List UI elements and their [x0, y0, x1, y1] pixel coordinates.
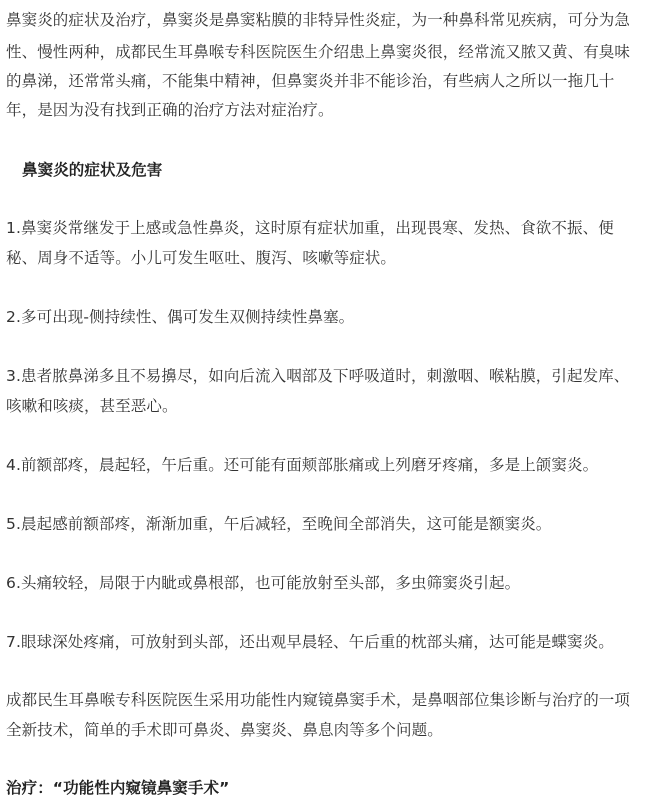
- symptom-line: 1.鼻窦炎常继发于上感或急性鼻炎，这时原有症状加重，出现畏寒、发热、食欲不振、便: [6, 219, 614, 237]
- closing-line: 全新技术，简单的手术即可鼻炎、鼻窦炎、鼻息肉等多个问题。: [6, 721, 443, 739]
- treatment-heading: 治疗：“功能性内窥镜鼻窦手术”: [6, 779, 230, 797]
- symptom-line: 5.晨起感前额部疼，渐渐加重，午后减轻，至晚间全部消失，这可能是额窦炎。: [6, 515, 552, 533]
- symptom-line: 4.前额部疼，晨起轻，午后重。还可能有面颊部胀痛或上列磨牙疼痛，多是上颌窦炎。: [6, 456, 599, 474]
- symptom-line: 7.眼球深处疼痛，可放射到头部，还出观早晨轻、午后重的枕部头痛，达可能是蝶窦炎。: [6, 633, 614, 651]
- intro-line: 年，是因为没有找到正确的治疗方法对症治疗。: [6, 101, 334, 119]
- intro-line: 鼻窦炎的症状及治疗，鼻窦炎是鼻窦粘膜的非特异性炎症，为一种鼻科常见疾病，可分为急: [6, 11, 631, 29]
- symptom-line: 2.多可出现-侧持续性、偶可发生双侧持续性鼻塞。: [6, 308, 355, 326]
- symptom-line: 6.头痛较轻，局限于内眦或鼻根部，也可能放射至头部，多虫筛窦炎引起。: [6, 574, 521, 592]
- intro-line: 的鼻涕，还常常头痛，不能集中精神，但鼻窦炎并非不能诊治，有些病人之所以一拖几十: [6, 72, 615, 90]
- section-heading: 鼻窦炎的症状及危害: [22, 161, 163, 179]
- symptom-line: 咳嗽和咳痰，甚至恶心。: [6, 397, 178, 415]
- symptom-line: 3.患者脓鼻涕多且不易擤尽，如向后流入咽部及下呼吸道时，刺激咽、喉粘膜，引起发库、: [6, 367, 630, 385]
- intro-line: 性、慢性两种，成都民生耳鼻喉专科医院医生介绍患上鼻窦炎很，经常流又脓又黄、有臭味: [6, 43, 631, 61]
- closing-line: 成都民生耳鼻喉专科医院医生采用功能性内窥镜鼻窦手术，是鼻咽部位集诊断与治疗的一项: [6, 691, 631, 709]
- symptom-line: 秘、周身不适等。小儿可发生呕吐、腹泻、咳嗽等症状。: [6, 249, 397, 267]
